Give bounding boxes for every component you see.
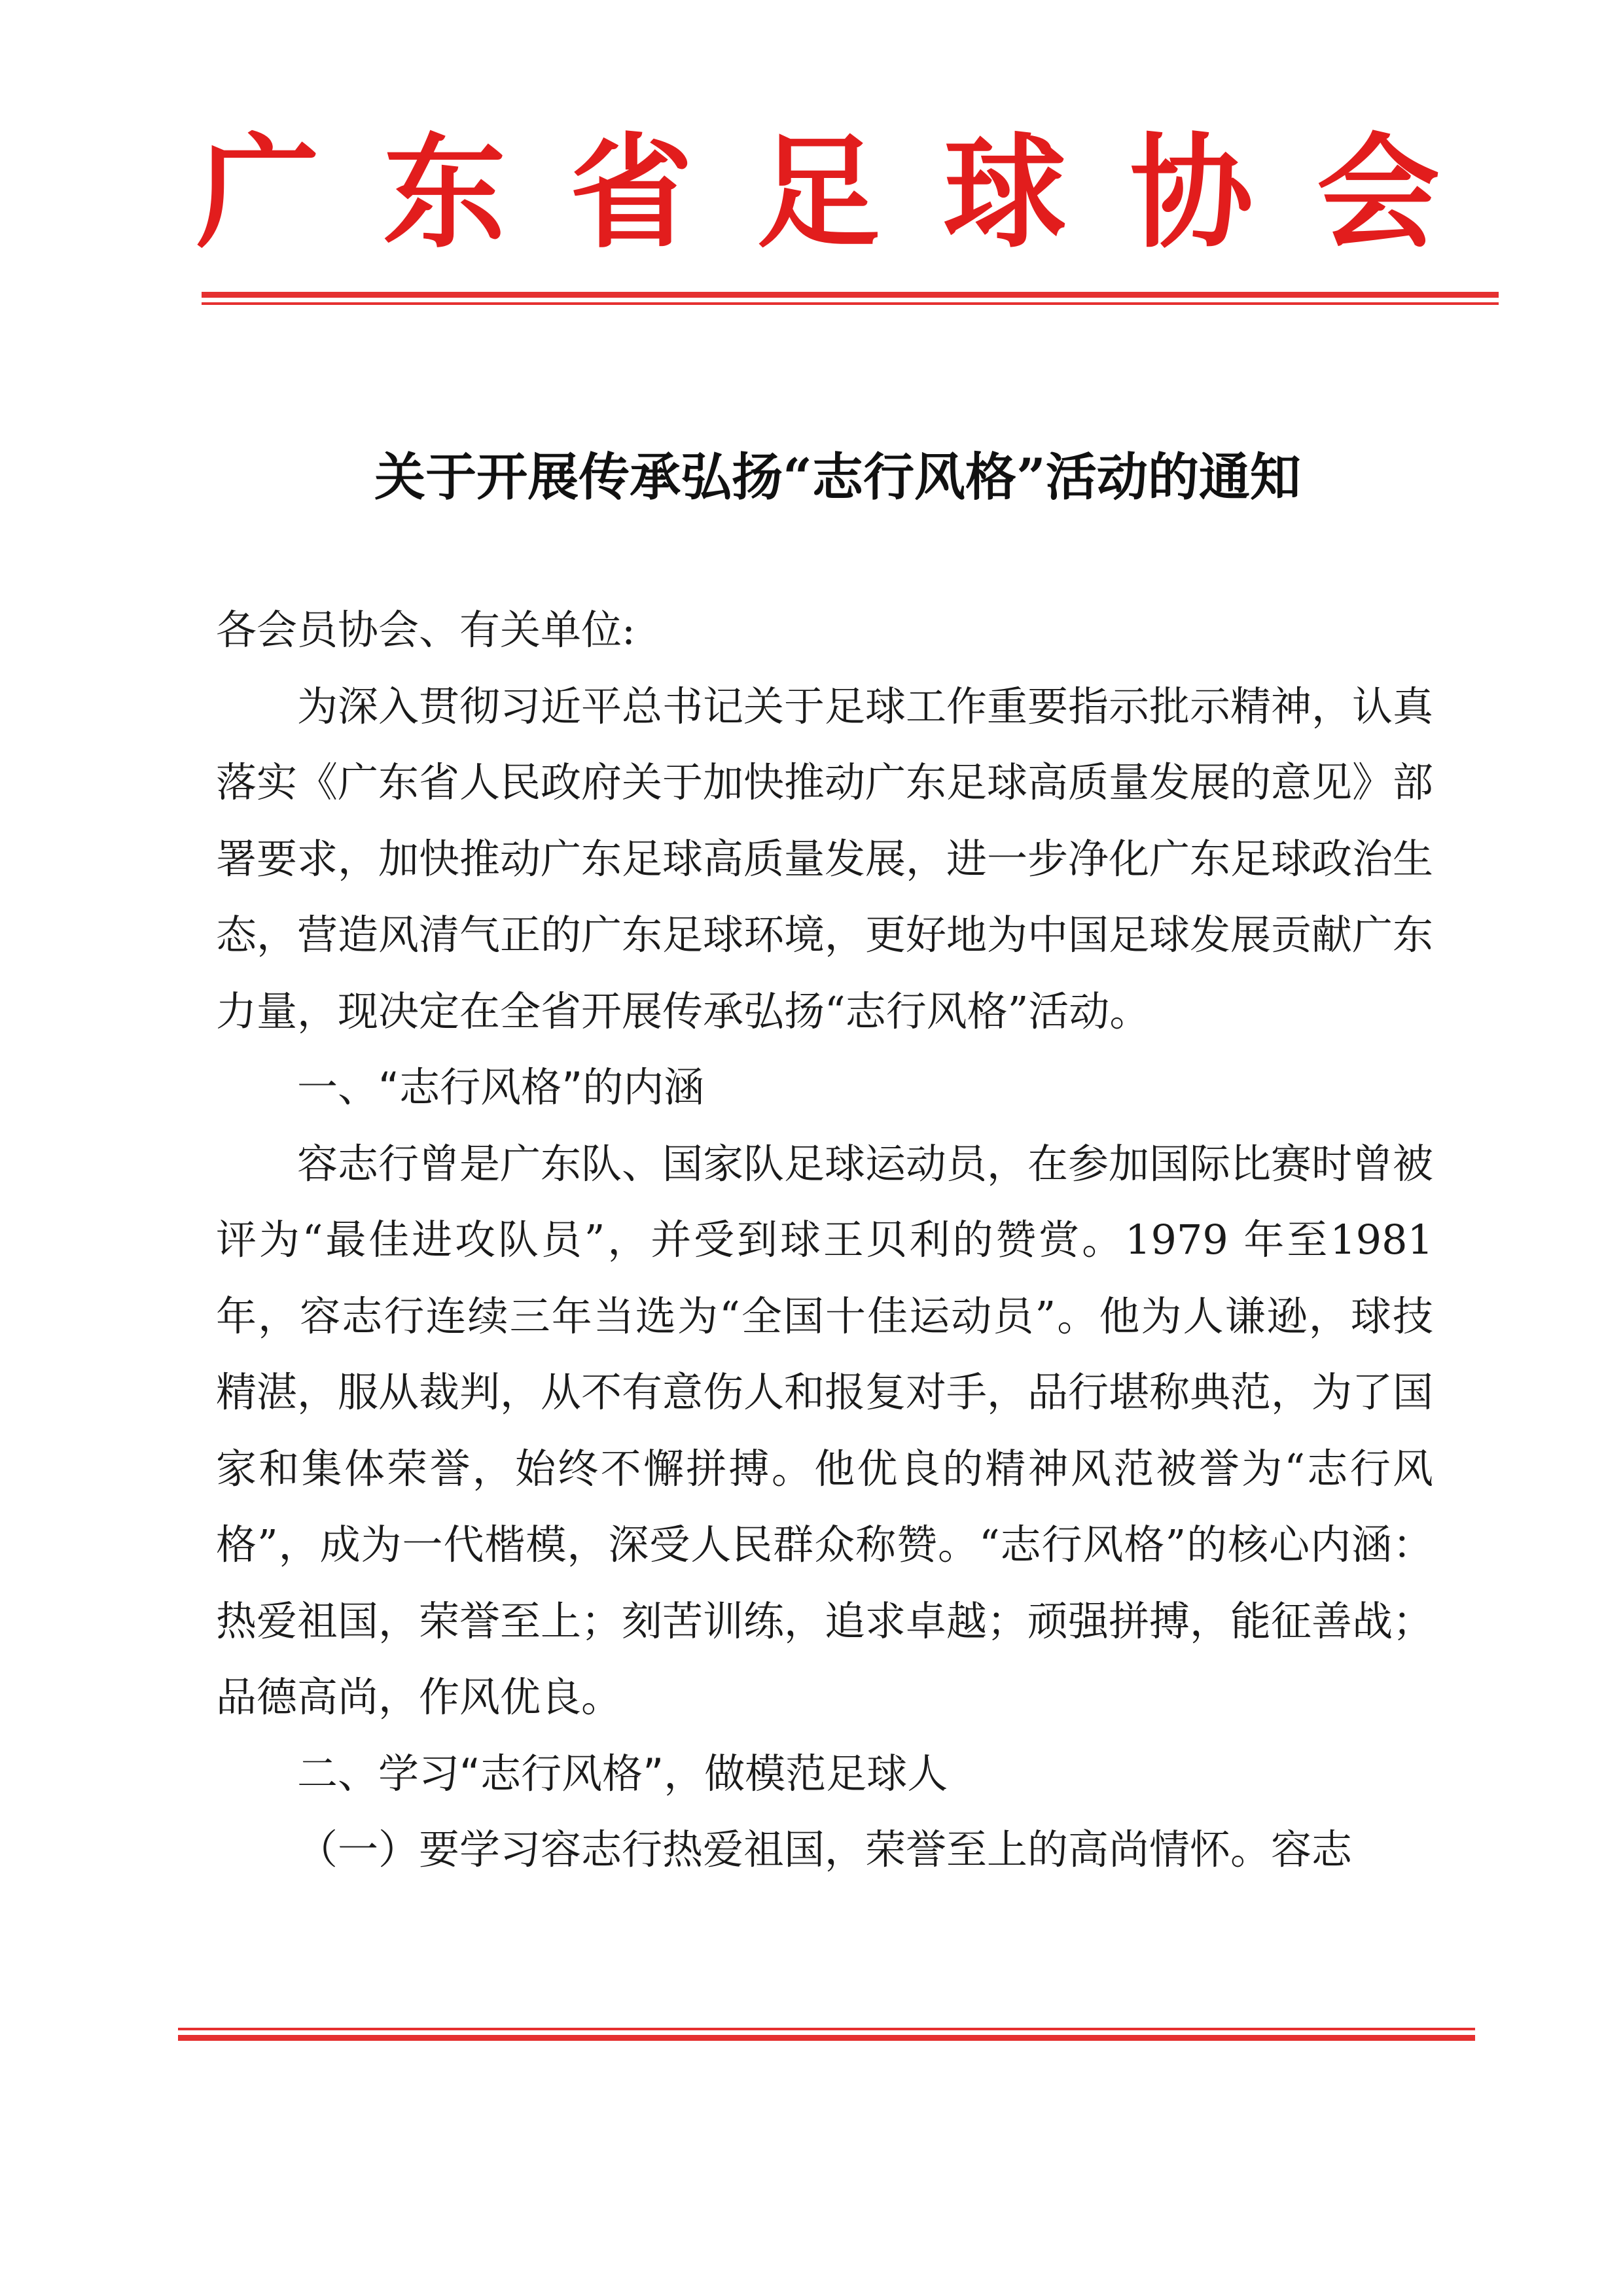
- footer-divider-thick: [178, 2035, 1475, 2041]
- document-title: 关于开展传承弘扬“志行风格”活动的通知: [374, 448, 1301, 507]
- section-2-item-1: （一）要学习容志行热爱祖国，荣誉至上的高尚情怀。容志: [297, 1826, 1353, 1873]
- document-body: [216, 592, 1433, 1888]
- intro-paragraph: 为深入贯彻习近平总书记关于足球工作重要指示批示精神，认真落实《广东省人民政府关于加快推动广东足球高质量发展的意见》部署要求，加快推动广东足球高质量发展，进一步净化广东足球政治生态，营造风清气正的广东足球环境，更好地为中国足球发展贡献广东力量，现决定在全省开展传承弘扬“志行风格”活动。: [216, 682, 1434, 1035]
- section-heading-1: 一、“志行风格”的内涵: [297, 1063, 705, 1111]
- letterhead-char: 广: [196, 120, 319, 265]
- footer-divider-thin: [178, 2028, 1475, 2030]
- letterhead-char: 足: [756, 120, 880, 265]
- header-divider-thick: [202, 292, 1499, 298]
- header-divider-thin: [202, 302, 1499, 305]
- letterhead-char: 东: [383, 120, 507, 265]
- letterhead-char: 球: [943, 120, 1067, 265]
- section-heading-2: 二、学习“志行风格”，做模范足球人: [297, 1749, 948, 1797]
- letterhead-char: 协: [1130, 120, 1253, 265]
- letterhead-org-name: [196, 120, 1440, 265]
- letterhead-char: 省: [569, 120, 693, 265]
- salutation: 各会员协会、有关单位:: [216, 606, 635, 654]
- section-1-paragraph: 容志行曾是广东队、国家队足球运动员，在参加国际比赛时曾被评为“最佳进攻队员”，并受到球王贝利的赞赏。1979 年至1981 年，容志行连续三年当选为“全国十佳运动员”。他为人谦逊，球技精湛，服从裁判，从不有意伤人和报复对手，品行堪称典范，为了国家和集体荣誉，始终不懈拼搏。他优良的精神风范被誉为“志行风格”，成为一代楷模，深受人民群众称赞。“志行风格”的核心内涵：热爱祖国，荣誉至上；刻苦训练，追求卓越；顽强拼搏，能征善战；品德高尚，作风优良。: [216, 1139, 1434, 1721]
- letterhead-char: 会: [1316, 120, 1440, 265]
